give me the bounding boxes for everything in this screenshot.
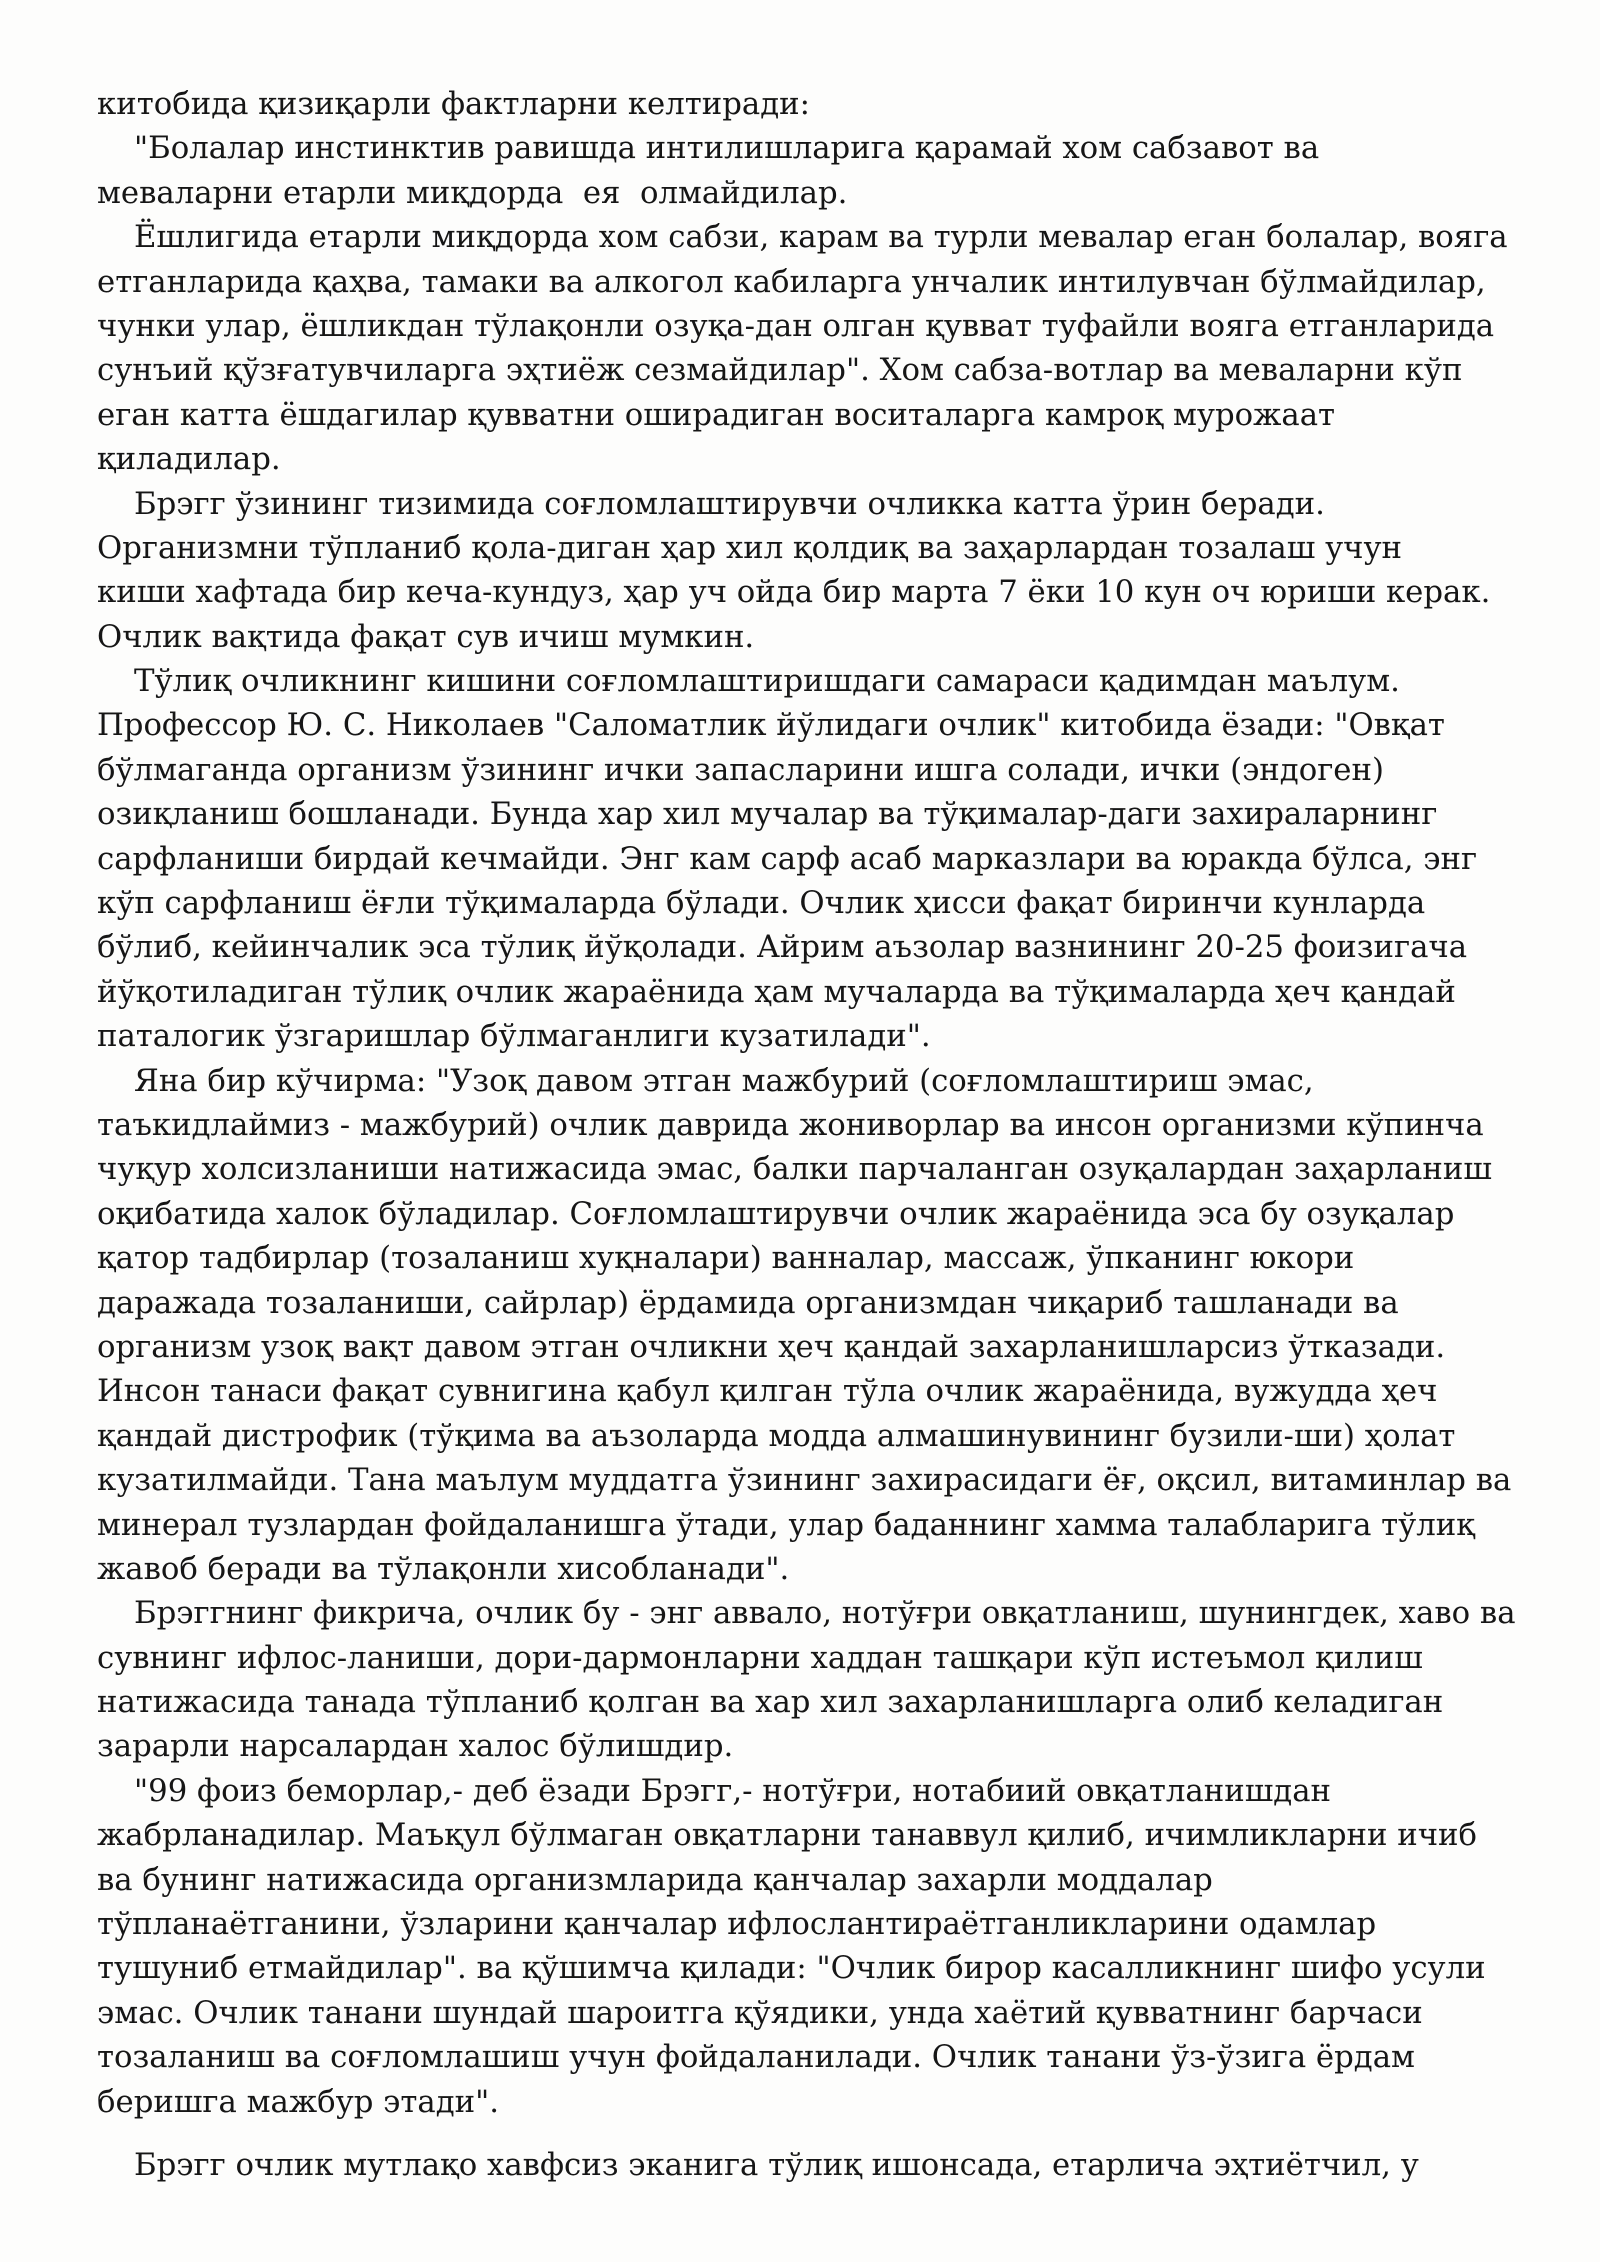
text-line: озиқланиш бошланади. Бунда хар хил мучалар ва тўқималар-даги захираларнинг — [97, 796, 1438, 833]
text-line: сунъий қўзғатувчиларга эҳтиёж сезмайдилар". Хом сабза-вотлар ва меваларни кўп — [97, 352, 1463, 389]
text-line: Ёшлигида етарли миқдорда хом сабзи, карам ва турли мевалар еган болалар, вояга — [134, 219, 1508, 256]
text-line: чуқур холсизланиши натижасида эмас, балки парчаланган озуқалардан заҳарланиш — [97, 1151, 1492, 1188]
text-line: минерал тузлардан фойдаланишга ўтади, улар баданнинг хамма талабларига тўлиқ — [97, 1506, 1475, 1543]
text-line: меваларни етарли миқдорда ея олмайдилар. — [97, 174, 848, 211]
paragraph — [97, 1591, 1516, 1769]
paragraph — [97, 215, 1516, 481]
text-line: тозаланиш ва соғломлашиш учун фойдаланилади. Очлик танани ўз-ўзига ёрдам — [97, 2039, 1415, 2076]
text-line: қатор тадбирлар (тозаланиш хуқналари) ванналар, массаж, ўпканинг юкори — [97, 1240, 1355, 1277]
document-body — [97, 82, 1516, 2187]
paragraph — [97, 482, 1516, 660]
text-line: натижасида танада тўпланиб қолган ва хар хил захарланишларга олиб келадиган — [97, 1684, 1444, 1721]
text-line: Яна бир кўчирма: "Узоқ давом этган мажбурий (соғломлаштириш эмас, — [134, 1062, 1314, 1099]
text-line: қиладилар. — [97, 441, 281, 478]
text-line: "99 фоиз беморлар,- деб ёзади Брэгг,- нотўғри, нотабиий овқатланишдан — [134, 1772, 1332, 1809]
paragraph — [97, 126, 1516, 215]
paragraph — [97, 1059, 1516, 1592]
text-line: даражада тозаланиши, сайрлар) ёрдамида организмдан чиқариб ташланади ва — [97, 1284, 1399, 1321]
text-line: Организмни тўпланиб қола-диган ҳар хил қолдиқ ва заҳарлардан тозалаш учун — [97, 529, 1403, 566]
text-line: чунки улар, ёшликдан тўлақонли озуқа-дан олган қувват туфайли вояга етганларида — [97, 307, 1495, 344]
text-line: тушуниб етмайдилар". ва қўшимча қилади: "Очлик бирор касалликнинг шифо усули — [97, 1950, 1486, 1987]
text-line: бўлиб, кейинчалик эса тўлиқ йўқолади. Айрим аъзолар вазнининг 20-25 фоизигача — [97, 929, 1468, 966]
text-line: жавоб беради ва тўлақонли хисобланади". — [97, 1550, 790, 1587]
text-line: таъкидлаймиз - мажбурий) очлик даврида жониворлар ва инсон организми кўпинча — [97, 1106, 1484, 1143]
text-line: китобида қизиқарли фактларни келтиради: — [97, 86, 810, 122]
text-line: оқибатида халок бўладилар. Соғломлаштирувчи очлик жараёнида эса бу озуқалар — [97, 1195, 1455, 1232]
text-line: зарарли нарсалардан халос бўлишдир. — [97, 1728, 734, 1765]
paragraph — [97, 82, 1516, 126]
text-line: эмас. Очлик танани шундай шароитга қўядики, унда хаётий қувватнинг барчаси — [97, 1994, 1423, 2031]
text-line: киши хафтада бир кеча-кундуз, ҳар уч ойда бир марта 7 ёки 10 кун оч юриши керак. — [97, 574, 1491, 611]
paragraph — [97, 2143, 1516, 2187]
paragraph — [97, 1769, 1516, 2124]
text-line: Брэгг ўзининг тизимида соғломлаштирувчи очликка катта ўрин беради. — [134, 485, 1325, 522]
text-line: кўп сарфланиш ёғли тўқималарда бўлади. Очлик ҳисси фақат биринчи кунларда — [97, 885, 1426, 922]
text-line: тўпланаётганини, ўзларини қанчалар ифлослантираётганликларини одамлар — [97, 1906, 1377, 1943]
text-line: етганларида қаҳва, тамаки ва алкогол кабиларга унчалик интилувчан бўлмайдилар, — [97, 263, 1486, 300]
text-line: Профессор Ю. С. Николаев "Саломатлик йўлидаги очлик" китобида ёзади: "Овқат — [97, 707, 1445, 744]
text-line: Инсон танаси фақат сувнигина қабул қилган тўла очлик жараёнида, вужудда ҳеч — [97, 1373, 1438, 1410]
text-line: еган катта ёшдагилар қувватни оширадиган воситаларга камроқ мурожаат — [97, 396, 1336, 433]
text-line: организм узоқ вақт давом этган очликни ҳеч қандай захарланишларсиз ўтказади. — [97, 1328, 1446, 1365]
text-line: жабрланадилар. Маъқул бўлмаган овқатларни танаввул қилиб, ичимликларни ичиб — [97, 1817, 1478, 1854]
text-line: Брэгг очлик мутлақо хавфсиз эканига тўлиқ ишонсада, етарлича эҳтиётчил, у — [134, 2146, 1419, 2183]
text-line: паталогик ўзгаришлар бўлмаганлиги кузатилади". — [97, 1018, 931, 1055]
text-line: Брэггнинг фикрича, очлик бу - энг аввало, нотўғри овқатланиш, шунингдек, хаво ва — [134, 1595, 1516, 1632]
text-line: йўқотиладиган тўлиқ очлик жараёнида ҳам мучаларда ва тўқималарда ҳеч қандай — [97, 973, 1456, 1010]
paragraph — [97, 659, 1516, 1059]
text-line: кузатилмайди. Тана маълум муддатга ўзининг захирасидаги ёғ, оқсил, витаминлар ва — [97, 1462, 1512, 1499]
text-line: беришга мажбур этади". — [97, 2083, 500, 2120]
text-line: Очлик вақтида фақат сув ичиш мумкин. — [97, 618, 755, 655]
text-line: "Болалар инстинктив равишда интилишларига қарамай хом сабзавот ва — [134, 130, 1320, 167]
text-line: ва бунинг натижасида организмларида қанчалар захарли моддалар — [97, 1861, 1213, 1898]
text-line: Тўлиқ очликнинг кишини соғломлаштиришдаги самараси қадимдан маълум. — [134, 663, 1400, 700]
text-line: сувнинг ифлос-ланиши, дори-дармонларни хаддан ташқари кўп истеъмол қилиш — [97, 1639, 1423, 1676]
text-line: бўлмаганда организм ўзининг ички запасларини ишга солади, ички (эндоген) — [97, 751, 1384, 788]
text-line: қандай дистрофик (тўқима ва аъзоларда модда алмашинувининг бузили-ши) ҳолат — [97, 1417, 1456, 1454]
text-line: сарфланиши бирдай кечмайди. Энг кам сарф асаб марказлари ва юракда бўлса, энг — [97, 840, 1478, 877]
